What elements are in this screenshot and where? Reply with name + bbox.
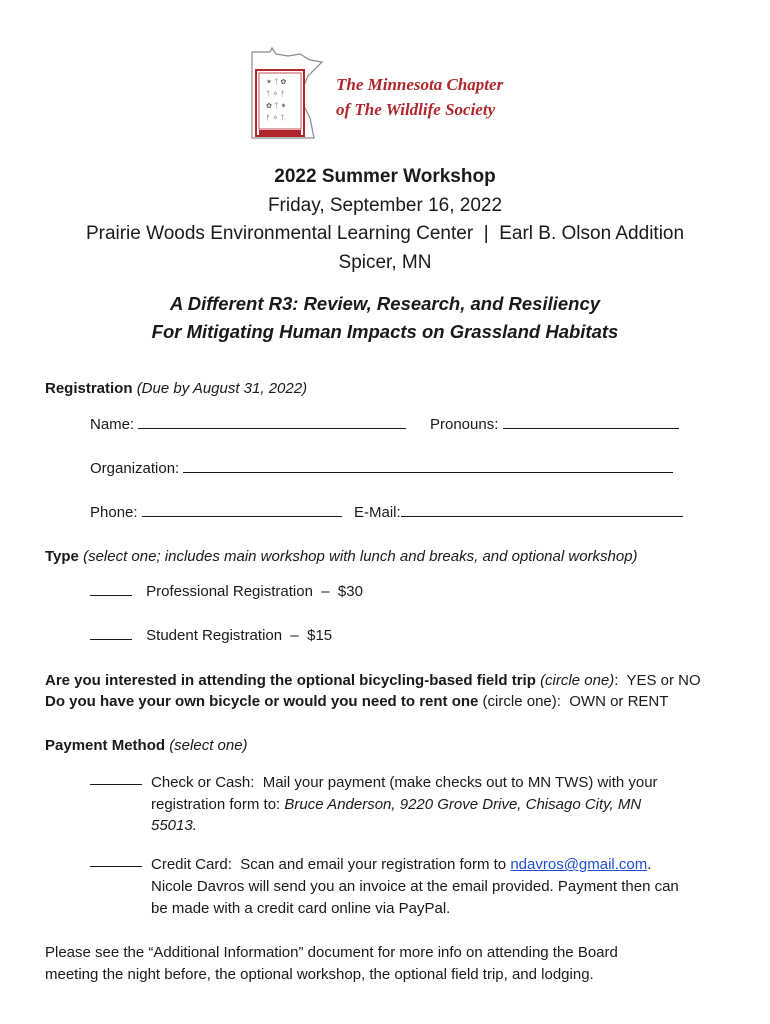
logo-text-line2: of The Wildlife Society [336,100,496,119]
name-field-row [90,416,406,433]
chapter-logo [248,46,508,146]
mailing-zip: 55013. [151,817,197,834]
card-option-line1-b: . [647,856,652,873]
phone-field[interactable] [142,504,342,517]
type-heading-label: Type [45,548,79,565]
workshop-subtitle-line2: For Mitigating Human Impacts on Grassland Habitats [151,321,619,342]
name-field[interactable] [138,416,406,429]
organization-label: Organization: [90,460,180,477]
email-label: E-Mail: [354,504,401,521]
mailing-address: Bruce Anderson, 9220 Grove Drive, Chisago City, MN [284,795,642,813]
card-option-blank[interactable] [90,854,142,867]
workshop-city: Spicer, MN [338,252,432,273]
pronouns-label: Pronouns: [430,416,499,433]
professional-option-label: Professional Registration – $30 [146,583,363,600]
check-option-line2-a: registration form to: [151,795,285,813]
card-option-line1-a: Credit Card: Scan and email your registration form to [151,856,511,873]
card-option-text [151,854,679,920]
field-trip-question-text: Are you interested in attending the optional bicycling-based field trip [45,672,536,689]
minnesota-state-outline-icon [248,46,338,146]
bicycle-question-text: Do you have your own bicycle or would you need to rent one [45,693,479,710]
student-option-row [90,627,332,644]
professional-option-blank[interactable] [90,583,132,596]
card-option-blank-row [90,854,142,871]
professional-option-row [90,583,363,600]
svg-text:ᛉ ✧ ᚡ: ᛉ ✧ ᚡ [266,90,285,98]
workshop-venue: Prairie Woods Environmental Learning Center | Earl B. Olson Addition [85,223,685,244]
type-note: (select one; includes main workshop with lunch and breaks, and optional workshop) [83,548,638,565]
registration-heading [45,380,307,397]
field-trip-question [45,672,701,689]
registration-due-note: (Due by August 31, 2022) [136,380,308,397]
check-option-blank-row [90,772,142,789]
phone-label: Phone: [90,504,138,521]
payment-heading-label: Payment Method [45,737,166,754]
type-heading [45,548,638,565]
field-trip-answer-options[interactable]: : YES or NO [614,672,701,689]
organization-field[interactable] [183,460,673,473]
workshop-title: 2022 Summer Workshop [274,166,496,187]
pronouns-field[interactable] [503,416,679,429]
check-option-blank[interactable] [90,772,142,785]
svg-text:✿ ᛉ ✶: ✿ ᛉ ✶ [266,102,287,110]
contact-email-link[interactable]: ndavros@gmail.com [510,856,648,873]
check-option-text [151,772,658,837]
card-option-line3: be made with a credit card online via PayPal. [151,900,451,917]
phone-field-row [90,504,342,521]
additional-info-line2: meeting the night before, the optional workshop, the optional field trip, and lodging. [45,966,594,983]
payment-heading [45,737,248,754]
field-trip-question-note: (circle one) [540,672,615,689]
logo-text-line1: The Minnesota Chapter [336,75,504,94]
additional-info-note [45,942,618,986]
pronouns-field-row [430,416,679,433]
bicycle-answer-options[interactable]: (circle one): OWN or RENT [478,693,669,710]
organization-field-row [90,460,673,477]
check-option-line1: Check or Cash: Mail your payment (make checks out to MN TWS) with your [151,774,658,791]
svg-text:ᚡ ✧ ᛉ: ᚡ ✧ ᛉ [266,114,285,122]
bicycle-question [45,693,668,710]
email-field-row [354,504,683,521]
email-field[interactable] [401,504,683,517]
card-option-line2: Nicole Davros will send you an invoice at the email provided. Payment then can [151,878,679,895]
student-option-label: Student Registration – $15 [146,627,333,644]
additional-info-line1: Please see the “Additional Information” document for more info on attending the Board [45,944,618,961]
name-label: Name: [90,416,135,433]
payment-note: (select one) [169,737,248,754]
student-option-blank[interactable] [90,627,132,640]
registration-heading-label: Registration [45,380,133,397]
workshop-subtitle-line1: A Different R3: Review, Research, and Resiliency [169,293,601,314]
workshop-date: Friday, September 16, 2022 [267,195,503,216]
svg-text:✶ ᛉ ✿: ✶ ᛉ ✿ [266,78,287,86]
